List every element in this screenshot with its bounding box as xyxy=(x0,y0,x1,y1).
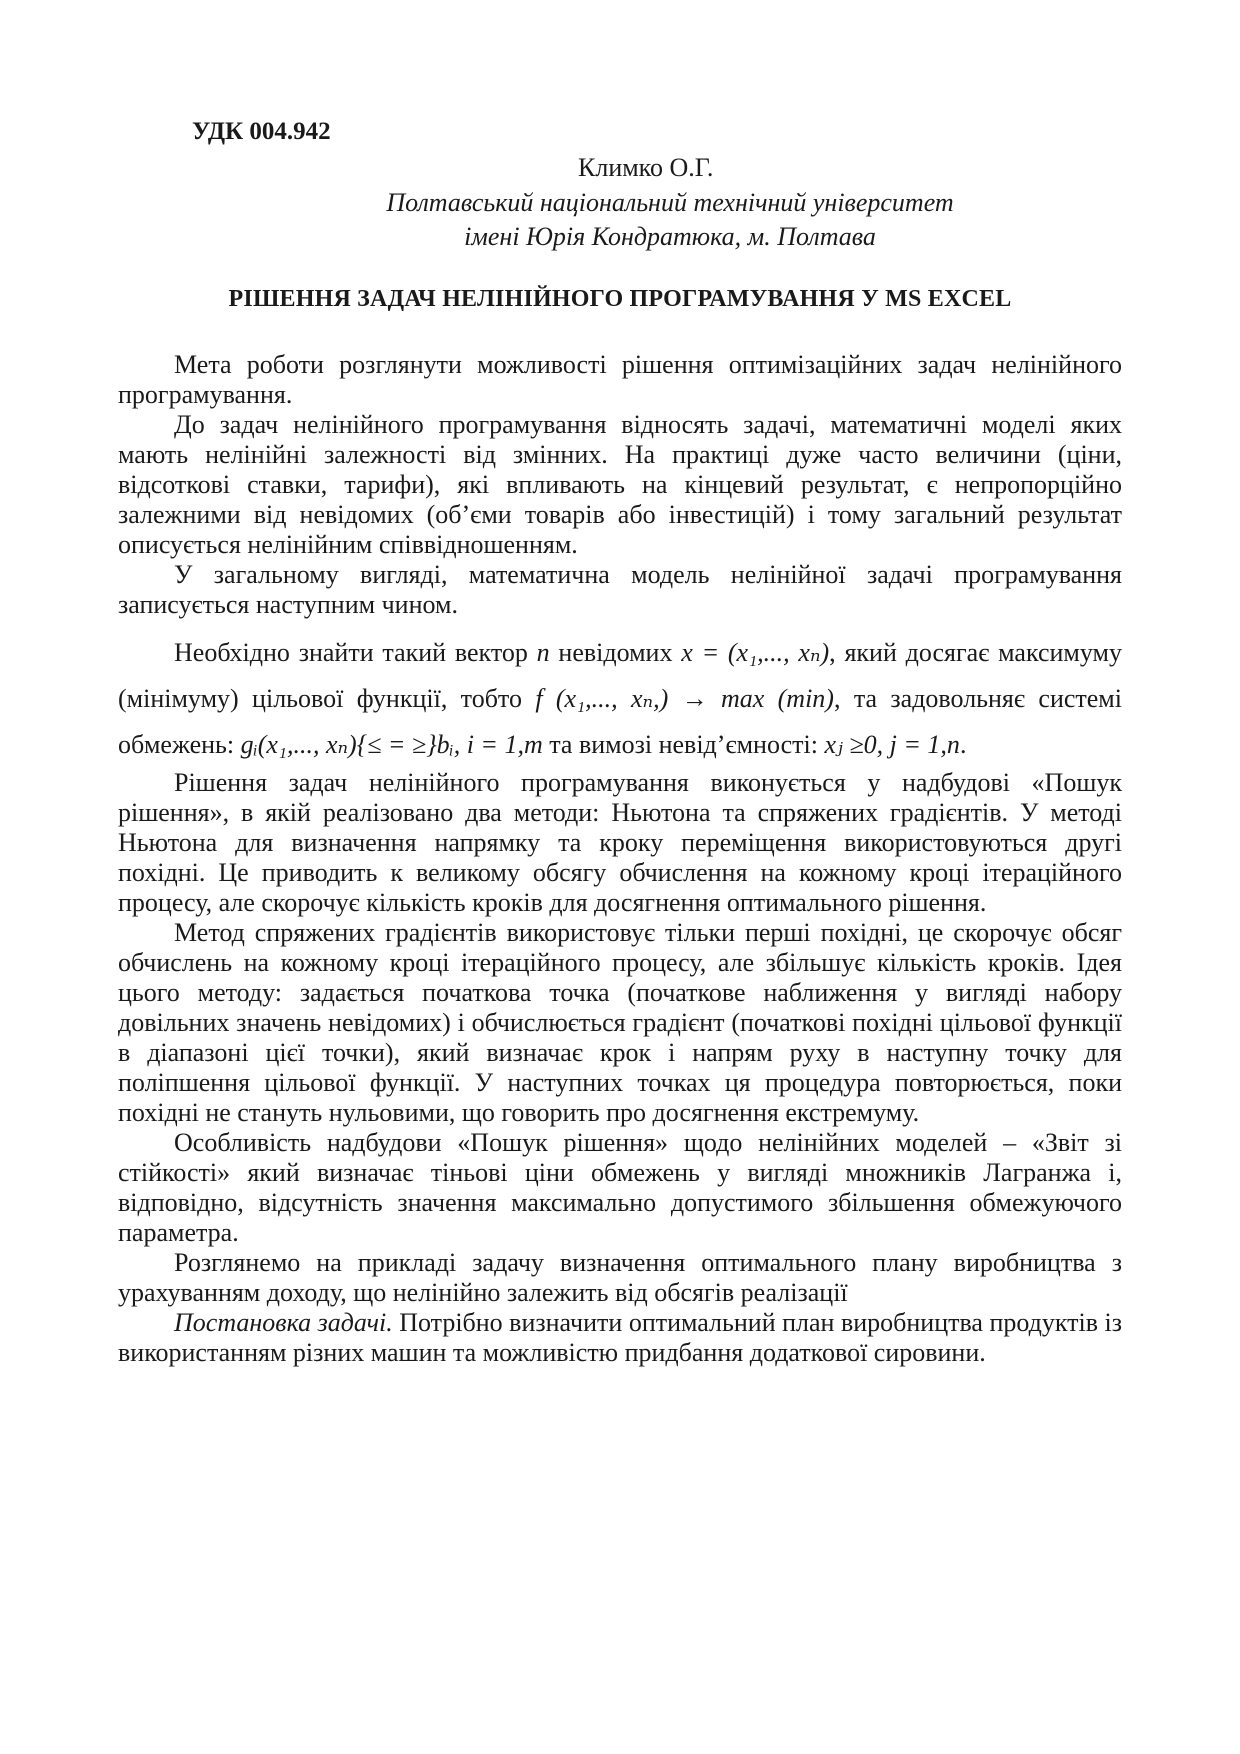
model-text-2: невідомих xyxy=(549,638,682,667)
paragraph-solver-methods: Рішення задач нелінійного програмування виконується у надбудові «Пошук рішення», в якій реалізовано два методи: Ньютона та спряжених градієнтів. У методі Ньютона для визначення напрямку та кроку переміщення використовуються другі похідні. Це приводить к великому обсягу обчислення на кожному кроці ітераційного процесу, але скорочує кількість кроків для досягнення оптимального рішення. xyxy=(118,768,1122,917)
nonnegativity-formula: xⱼ ≥0, j = 1,n xyxy=(824,730,960,759)
author-name: Климко О.Г. xyxy=(578,153,714,182)
model-text-6: . xyxy=(959,730,967,759)
objective-function-formula: f (x₁,..., xₙ,) → max (min) xyxy=(535,684,834,713)
affiliation-line-1: Полтавський національний технічний університет xyxy=(386,188,954,217)
problem-statement-lead: Постановка задачі. xyxy=(174,1308,393,1337)
paragraph-model xyxy=(118,630,1122,768)
model-text-5: та вимозі невід’ємності: xyxy=(542,730,825,759)
paragraph-definition: До задач нелінійного програмування відносять задачі, математичні моделі яких мають нелінійні залежності від змінних. На практиці дуже часто величини (ціни, відсоткові ставки, тарифи), які впливають на кінцевий результат, є непропорційно залежними від невідомих (об’єми товарів або інвестицій) і тому загальний результат описується нелінійним співвідношенням. xyxy=(118,410,1122,559)
n-variable: n xyxy=(536,638,550,667)
model-text-1: Необхідно знайти такий вектор xyxy=(174,638,537,667)
paragraph-conjugate-gradients: Метод спряжених градієнтів використовує тільки перші похідні, це скорочує обсяг обчислень на кожному кроці ітераційного процесу, але збільшує кількість кроків. Ідея цього методу: задається початкова точка (початкове наближення у вигляді набору довільних значень невідомих) і обчислюється градієнт (початкові похідні цільової функції в діапазоні цієї точки), який визначає крок і напрям руху в наступну точку для поліпшення цільової функції. У наступних точках ця процедура повторюється, поки похідні не стануть нульовими, що говорить про досягнення екстремуму. xyxy=(118,918,1122,1127)
constraint-formula: gᵢ(x₁,..., xₙ){≤ = ≥}bᵢ, i = 1,m xyxy=(240,730,543,759)
udk-code: УДК 004.942 xyxy=(192,118,331,145)
paragraph-example-intro: Розглянемо на прикладі задачу визначення оптимального плану виробництва з урахуванням доходу, що нелінійно залежить від обсягів реалізації xyxy=(118,1248,1122,1307)
paragraph-general-form: У загальному вигляді, математична модель нелінійної задачі програмування записується наступним чином. xyxy=(118,560,1122,619)
paragraph-goal: Мета роботи розглянути можливості рішення оптимізаційних задач нелінійного програмування. xyxy=(118,350,1122,409)
paper-title: РІШЕННЯ ЗАДАЧ НЕЛІНІЙНОГО ПРОГРАМУВАННЯ У MS EXCEL xyxy=(228,286,1012,312)
paragraph-problem-statement xyxy=(118,1308,1122,1368)
x-vector-formula: x = (x₁,..., xₙ) xyxy=(681,638,830,667)
problem-statement-text: Потрібно визначити оптимальний план виробництва продуктів із використанням різних машин та можливістю придбання додаткової сировини. xyxy=(118,1308,1123,1367)
paragraph-sensitivity-report: Особливість надбудови «Пошук рішення» щодо нелінійних моделей – «Звіт зі стійкості» який визначає тіньові ціни обмежень у вигляді множників Лагранжа і, відповідно, відсутність значення максимально допустимого збільшення обмежуючого параметра. xyxy=(118,1128,1122,1247)
paper-body xyxy=(118,350,1122,1368)
model-text-4: , та задовольняє системі обмежень: xyxy=(118,684,1122,759)
model-text-3: , який досягає максимуму (мінімуму) цільової функції, тобто xyxy=(118,638,1122,713)
affiliation-line-2: імені Юрія Кондратюка, м. Полтава xyxy=(464,222,876,251)
